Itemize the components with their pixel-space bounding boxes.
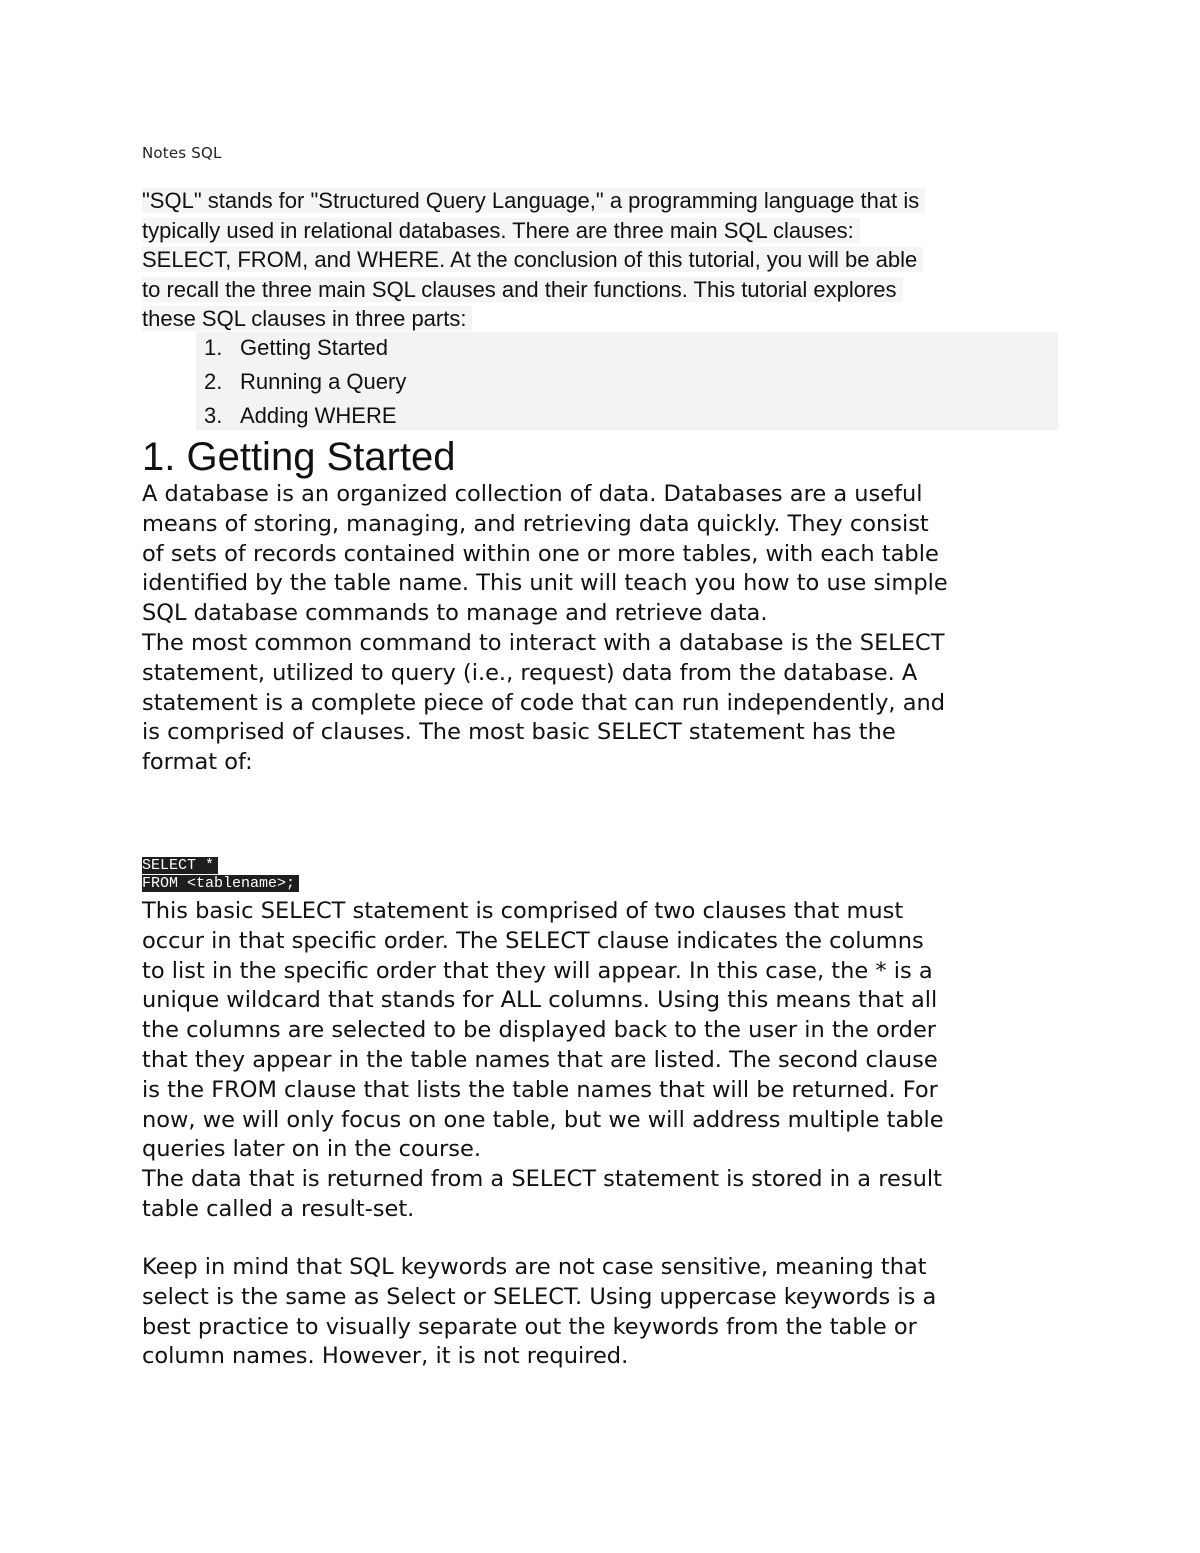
document-title: Notes SQL: [142, 144, 222, 162]
paragraph-case-sensitivity: [142, 1253, 1077, 1372]
paragraph-line: best practice to visually separate out the keywords from the table or: [142, 1313, 917, 1340]
paragraph-line: The most common command to interact with a database is the SELECT: [142, 629, 945, 656]
paragraph-database-definition: [142, 480, 1077, 778]
intro-line: these SQL clauses in three parts:: [142, 304, 1052, 334]
toc-item-number: 2.: [204, 369, 223, 394]
intro-line: "SQL" stands for "Structured Query Language," a programming language that is: [142, 186, 1052, 216]
intro-line: typically used in relational databases. There are three main SQL clauses:: [142, 216, 1052, 246]
code-snippet: [142, 857, 299, 893]
paragraph-line: unique wildcard that stands for ALL columns. Using this means that all: [142, 987, 938, 1014]
paragraph-line: queries later on in the course.: [142, 1136, 481, 1163]
paragraph-line: statement, utilized to query (i.e., request) data from the database. A: [142, 659, 918, 686]
paragraph-select-explanation: [142, 897, 1077, 1225]
code-line: FROM <tablename>;: [142, 875, 299, 893]
paragraph-line: format of:: [142, 749, 253, 776]
toc-item: [204, 333, 388, 363]
toc-item-label: Adding WHERE: [240, 403, 397, 428]
toc-item: [204, 401, 397, 431]
paragraph-line: the columns are selected to be displayed back to the user in the order: [142, 1017, 937, 1044]
paragraph-line: This basic SELECT statement is comprised of two clauses that must: [142, 898, 904, 924]
toc-item: [204, 367, 406, 397]
paragraph-line: identified by the table name. This unit will teach you how to use simple: [142, 570, 948, 597]
paragraph-line: Keep in mind that SQL keywords are not case sensitive, meaning that: [142, 1254, 927, 1280]
paragraph-line: means of storing, managing, and retrieving data quickly. They consist: [142, 510, 929, 537]
paragraph-line: select is the same as Select or SELECT. Using uppercase keywords is a: [142, 1283, 937, 1310]
intro-line: to recall the three main SQL clauses and their functions. This tutorial explores: [142, 275, 1052, 305]
paragraph-line: that they appear in the table names that are listed. The second clause: [142, 1046, 938, 1073]
table-of-contents: [196, 332, 1058, 430]
paragraph-line: table called a result-set.: [142, 1195, 415, 1222]
intro-paragraph: [142, 186, 1052, 334]
intro-line: SELECT, FROM, and WHERE. At the conclusion of this tutorial, you will be able: [142, 245, 1052, 275]
toc-item-label: Running a Query: [240, 369, 407, 394]
paragraph-line: of sets of records contained within one or more tables, with each table: [142, 540, 939, 567]
paragraph-line: is the FROM clause that lists the table names that will be returned. For: [142, 1076, 938, 1103]
paragraph-line: to list in the specific order that they will appear. In this case, the * is a: [142, 957, 933, 984]
paragraph-line: A database is an organized collection of data. Databases are a useful: [142, 481, 923, 507]
section-heading: 1. Getting Started: [142, 435, 456, 479]
paragraph-line: column names. However, it is not required.: [142, 1343, 629, 1370]
toc-item-number: 1.: [204, 335, 223, 360]
toc-item-number: 3.: [204, 403, 223, 428]
paragraph-line: now, we will only focus on one table, but we will address multiple table: [142, 1106, 944, 1133]
paragraph-line: occur in that specific order. The SELECT clause indicates the columns: [142, 927, 924, 954]
paragraph-line: statement is a complete piece of code that can run independently, and: [142, 689, 946, 716]
paragraph-line: is comprised of clauses. The most basic SELECT statement has the: [142, 719, 896, 746]
paragraph-line: SQL database commands to manage and retrieve data.: [142, 600, 768, 627]
code-line: SELECT *: [142, 857, 299, 875]
toc-item-label: Getting Started: [240, 335, 388, 360]
paragraph-line: The data that is returned from a SELECT statement is stored in a result: [142, 1166, 942, 1193]
